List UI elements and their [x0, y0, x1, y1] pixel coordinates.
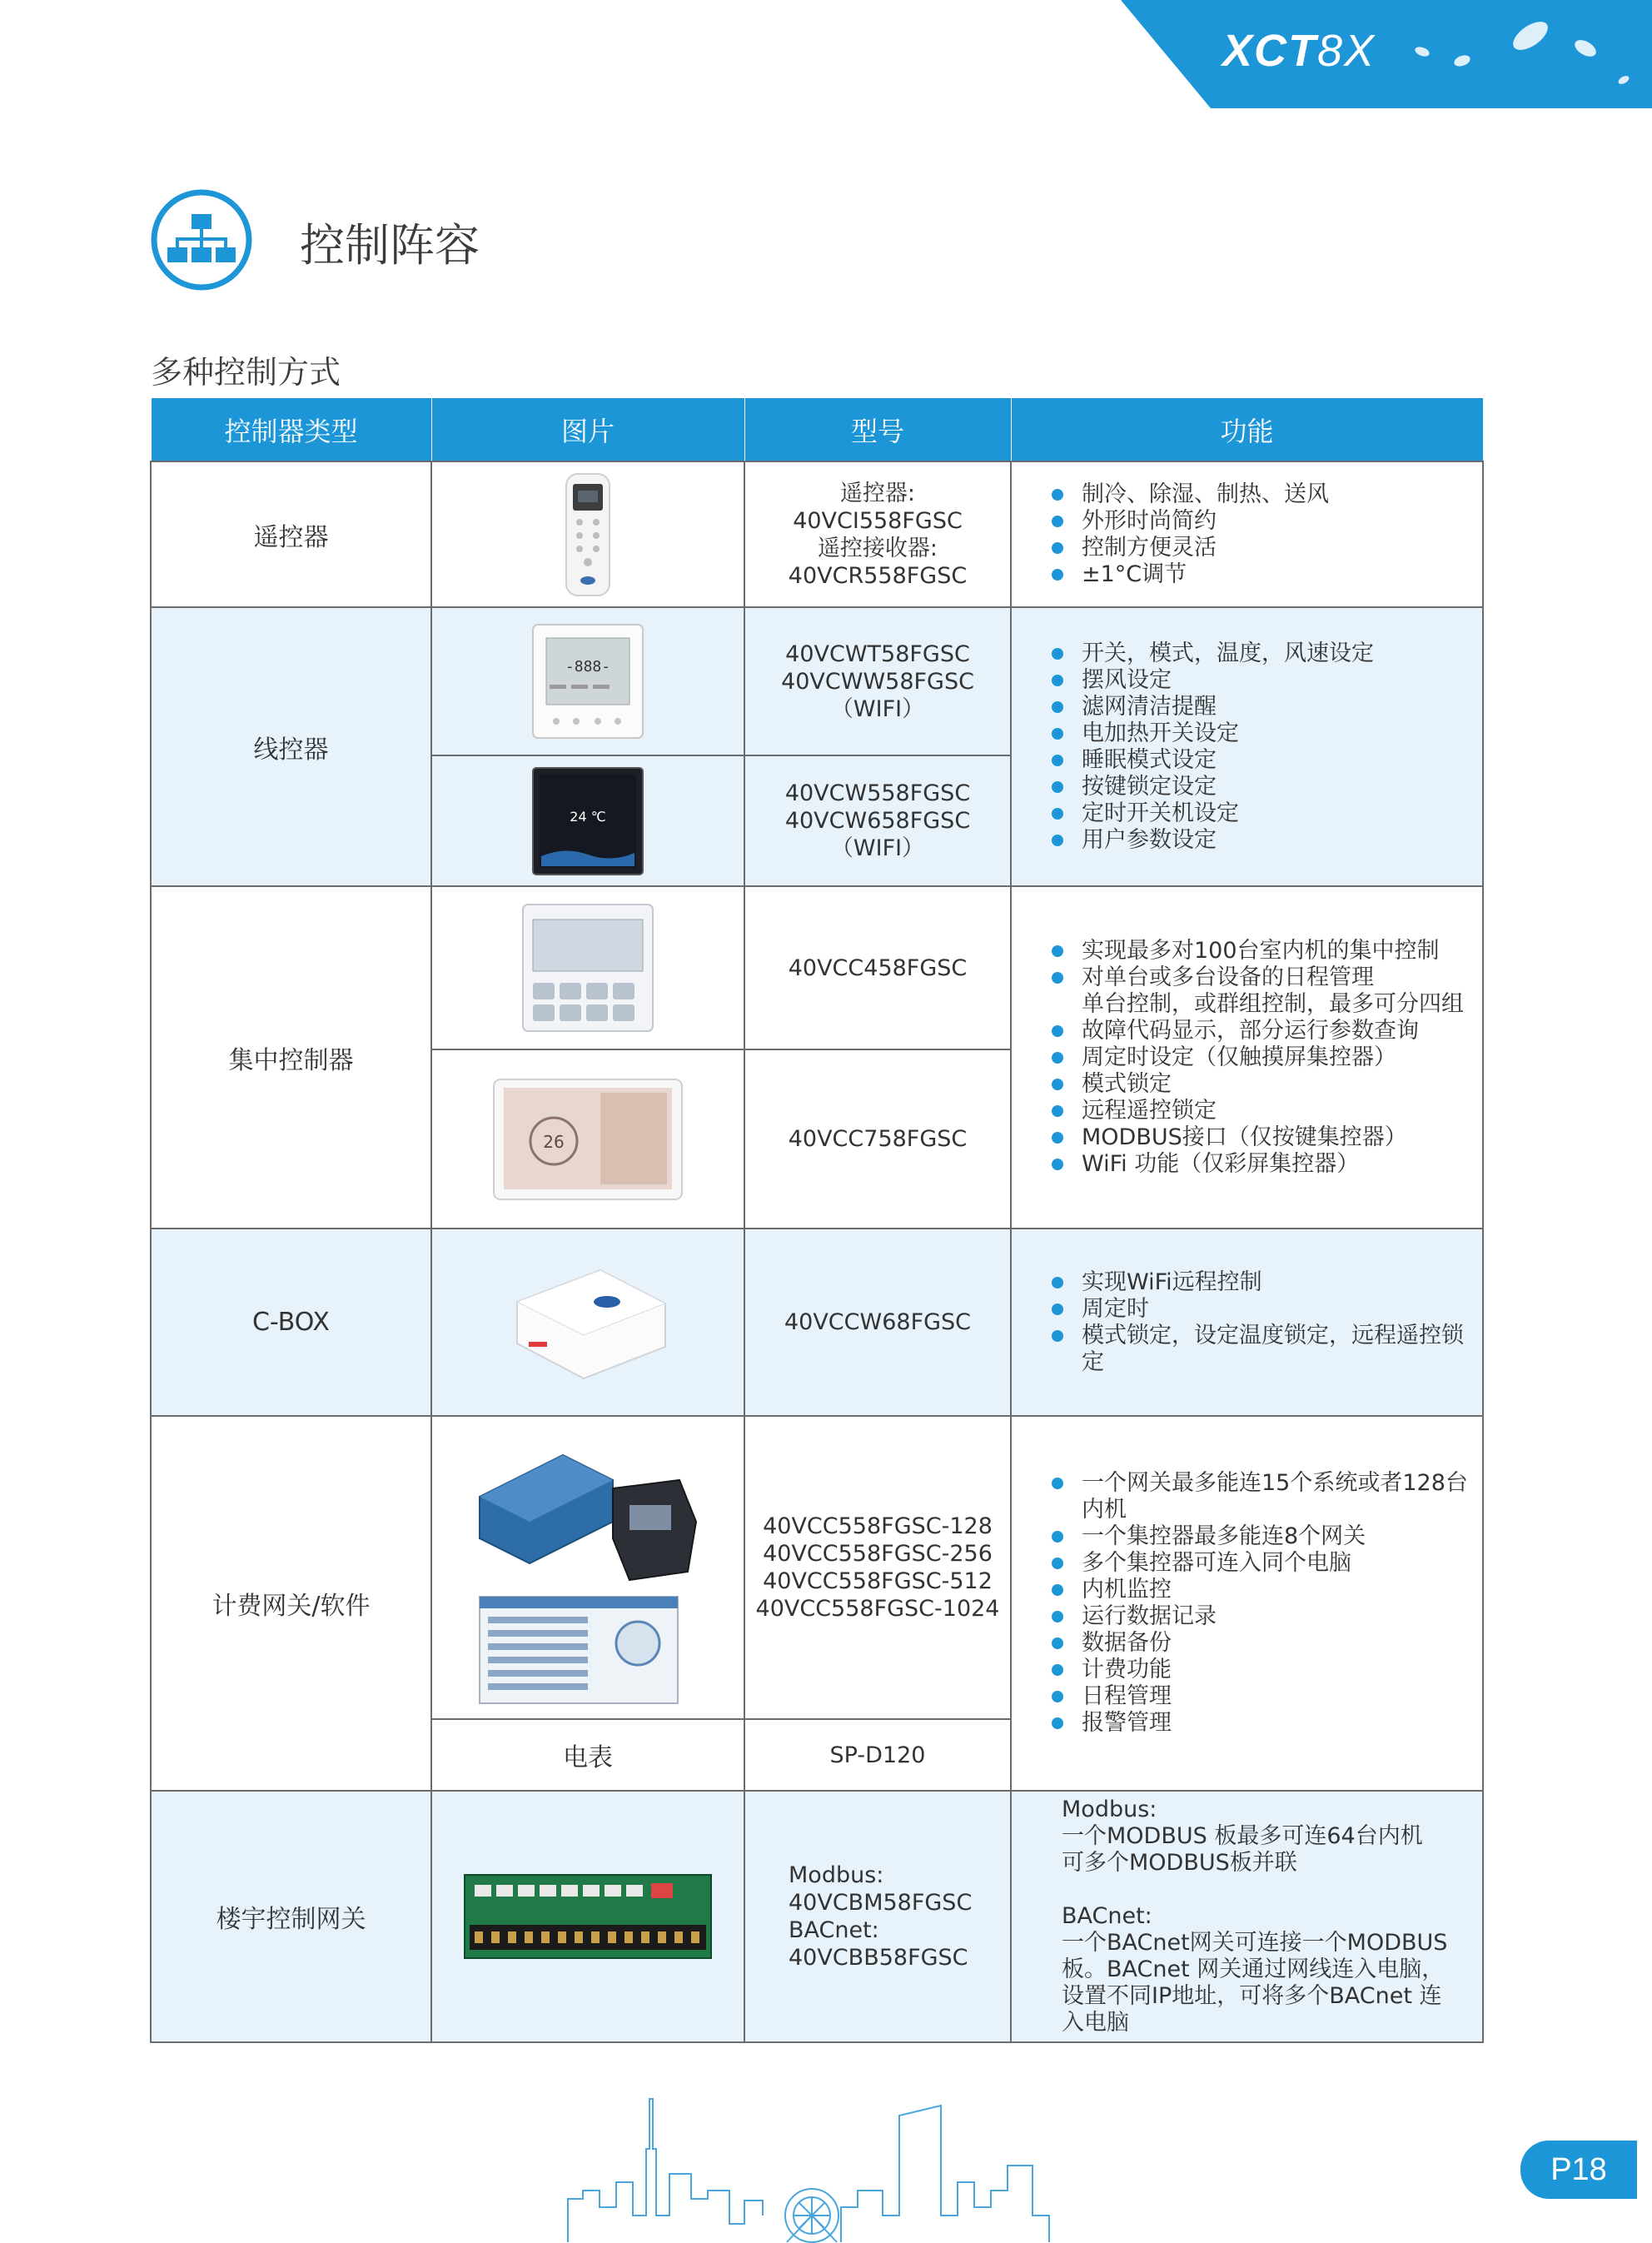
model-cell: SP-D120: [744, 1719, 1011, 1791]
list-item: 电加热开关设定: [1052, 720, 1474, 747]
function-cell: [1011, 461, 1483, 607]
central-controller-keypad-image: [431, 886, 744, 1049]
header-model: 型号: [744, 398, 1011, 462]
list-item: 周定时设定（仅触摸屏集控器）: [1052, 1044, 1474, 1071]
type-cell: 集中控制器: [151, 886, 431, 1229]
header-picture: 图片: [431, 398, 744, 462]
model-cell: 40VCW558FGSC 40VCW658FGSC （WIFI）: [744, 755, 1011, 886]
list-item: WiFi 功能（仅彩屏集控器）: [1052, 1151, 1474, 1178]
svg-text:-888-: -888-: [565, 658, 611, 675]
table-row-building: [151, 1791, 1483, 2042]
corner-banner: [0, 0, 1652, 108]
list-item: 一个网关最多能连15个系统或者128台内机: [1052, 1470, 1474, 1523]
page-title: 控制阵容: [300, 219, 480, 272]
page-number: P18: [1520, 2141, 1637, 2199]
model-cell: 40VCC758FGSC: [744, 1049, 1011, 1229]
function-cell: [1011, 1416, 1483, 1791]
type-cell: 计费网关/软件: [151, 1416, 431, 1791]
table-row-billing: [151, 1416, 1483, 1719]
function-cell: [1011, 1229, 1483, 1416]
list-item: ±1°C调节: [1052, 561, 1474, 588]
list-item: 制冷、除湿、制热、送风: [1052, 481, 1474, 508]
remote-control-image: [431, 461, 744, 607]
table-header-row: [151, 398, 1483, 462]
svg-text:24 ℃: 24 ℃: [570, 808, 606, 825]
model-cell: 40VCWT58FGSC 40VCWW58FGSC （WIFI）: [744, 607, 1011, 755]
type-cell: 线控器: [151, 607, 431, 886]
list-item: 外形时尚简约: [1052, 508, 1474, 535]
list-item: 运行数据记录: [1052, 1603, 1474, 1630]
list-item: 按键锁定设定: [1052, 774, 1474, 800]
section-subtitle: 多种控制方式: [151, 354, 341, 391]
table-row-wired-a: [151, 607, 1483, 755]
function-cell: Modbus: 一个MODBUS 板最多可连64台内机 可多个MODBUS板并联 BACnet: 一个BACnet网关可连接一个MODBUS板。BACnet 网关通过网线连入电脑，设置不同IP地址，可将多个BACnet 连入电脑: [1011, 1791, 1483, 2042]
wired-controller-dark-image: [431, 755, 744, 886]
brand-logo: XCT8X: [1222, 26, 1376, 76]
meter-label: 电表: [431, 1719, 744, 1791]
gateway-board-image: [431, 1791, 744, 2042]
table-row-central-a: [151, 886, 1483, 1049]
table-row-cbox: [151, 1229, 1483, 1416]
model-cell: Modbus: 40VCBM58FGSC BACnet: 40VCBB58FGSC: [744, 1791, 1011, 2042]
list-item: 报警管理: [1052, 1710, 1474, 1737]
function-cell: [1011, 886, 1483, 1229]
type-cell: 楼宇控制网关: [151, 1791, 431, 2042]
control-table: [150, 397, 1484, 2043]
list-item: 模式锁定，设定温度锁定，远程遥控锁定: [1052, 1323, 1474, 1376]
list-item: 一个集控器最多能连8个网关: [1052, 1523, 1474, 1550]
gateway-and-software-image: [431, 1416, 744, 1719]
list-item: MODBUS接口（仅按键集控器）: [1052, 1124, 1474, 1151]
hierarchy-icon: [151, 189, 252, 291]
list-item: 对单台或多台设备的日程管理 单台控制，或群组控制，最多可分四组: [1052, 964, 1474, 1018]
list-item: 故障代码显示，部分运行参数查询: [1052, 1018, 1474, 1044]
list-item: 内机监控: [1052, 1577, 1474, 1603]
header-function: 功能: [1011, 398, 1483, 462]
model-cell: 40VCC558FGSC-128 40VCC558FGSC-256 40VCC558FGSC-512 40VCC558FGSC-1024: [744, 1416, 1011, 1719]
list-item: 滤网清洁提醒: [1052, 694, 1474, 720]
list-item: 控制方便灵活: [1052, 535, 1474, 561]
wired-controller-image: [431, 607, 744, 755]
header-type: 控制器类型: [151, 398, 431, 462]
list-item: 远程遥控锁定: [1052, 1098, 1474, 1124]
type-cell: 遥控器: [151, 461, 431, 607]
type-cell: C-BOX: [151, 1229, 431, 1416]
list-item: 摆风设定: [1052, 667, 1474, 694]
model-cell: 遥控器: 40VCI558FGSC 遥控接收器: 40VCR558FGSC: [744, 461, 1011, 607]
central-controller-touch-image: [431, 1049, 744, 1229]
list-item: 定时开关机设定: [1052, 800, 1474, 827]
model-cell: 40VCCW68FGSC: [744, 1229, 1011, 1416]
list-item: 数据备份: [1052, 1630, 1474, 1657]
list-item: 开关，模式，温度，风速设定: [1052, 641, 1474, 667]
list-item: 周定时: [1052, 1296, 1474, 1323]
cbox-image: [431, 1229, 744, 1416]
list-item: 日程管理: [1052, 1683, 1474, 1710]
model-cell: 40VCC458FGSC: [744, 886, 1011, 1049]
list-item: 实现最多对100台室内机的集中控制: [1052, 938, 1474, 964]
function-cell: [1011, 607, 1483, 886]
table-row-remote: [151, 461, 1483, 607]
list-item: 模式锁定: [1052, 1071, 1474, 1098]
list-item: 计费功能: [1052, 1657, 1474, 1683]
list-item: 实现WiFi远程控制: [1052, 1269, 1474, 1296]
city-skyline-icon: [566, 2091, 1099, 2243]
list-item: 多个集控器可连入同个电脑: [1052, 1550, 1474, 1577]
svg-text:26: 26: [543, 1131, 565, 1152]
list-item: 用户参数设定: [1052, 827, 1474, 854]
list-item: 睡眠模式设定: [1052, 747, 1474, 774]
